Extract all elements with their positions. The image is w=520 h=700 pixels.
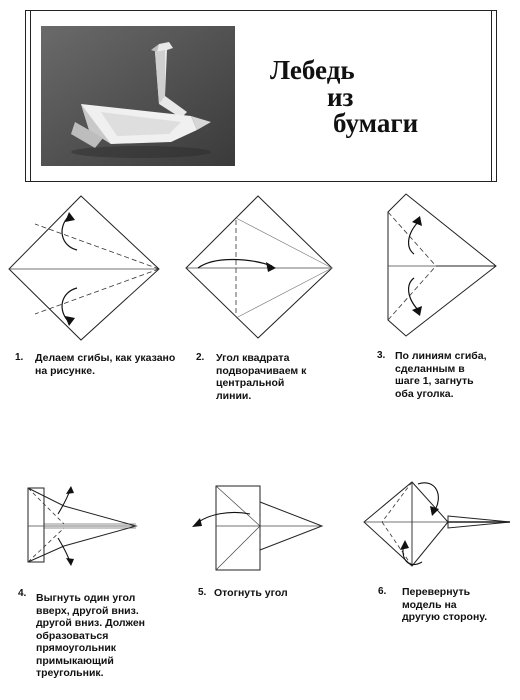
step-1-number: 1. bbox=[15, 352, 24, 363]
step-6-text bbox=[378, 586, 508, 626]
title-line-2: из bbox=[327, 82, 354, 112]
step-3-diagram bbox=[370, 190, 510, 340]
step-2-description: Угол квадрата подворачиваем к центральной линии. bbox=[216, 352, 307, 402]
step-6-diagram bbox=[360, 476, 515, 576]
title-line-1: Лебедь bbox=[270, 55, 355, 85]
title-line-3: бумаги bbox=[333, 108, 419, 138]
step-4-diagram bbox=[18, 480, 148, 572]
step-2-text bbox=[196, 352, 336, 412]
step-5-number: 5. bbox=[198, 587, 207, 598]
step-1-text bbox=[15, 352, 180, 392]
step-6-number: 6. bbox=[378, 586, 387, 597]
step-2-diagram bbox=[180, 192, 340, 342]
step-2-number: 2. bbox=[196, 352, 205, 363]
step-6-description: Перевернуть модель на другую сторону. bbox=[402, 586, 488, 623]
step-5-description: Отогнуть угол bbox=[214, 587, 288, 599]
swan-photo bbox=[41, 26, 235, 166]
origami-swan-icon bbox=[41, 26, 235, 166]
step-3-description: По линиям сгиба, сделанным в шаге 1, загнуть оба уголка. bbox=[395, 350, 487, 400]
step-5-diagram bbox=[186, 480, 326, 580]
step-4-number: 4. bbox=[18, 588, 27, 599]
step-3-number: 3. bbox=[377, 350, 386, 361]
step-1-description: Делаем сгибы, как указано на рисунке. bbox=[35, 352, 176, 377]
step-1-diagram bbox=[5, 192, 165, 342]
step-3-text bbox=[377, 350, 507, 410]
step-4-text bbox=[18, 588, 168, 688]
step-4-description: Выгнуть один угол вверх, другой вниз. другой вниз. Должен образоваться прямоугольник примыкающий треугольник. bbox=[36, 592, 146, 679]
step-5-text bbox=[198, 587, 318, 607]
